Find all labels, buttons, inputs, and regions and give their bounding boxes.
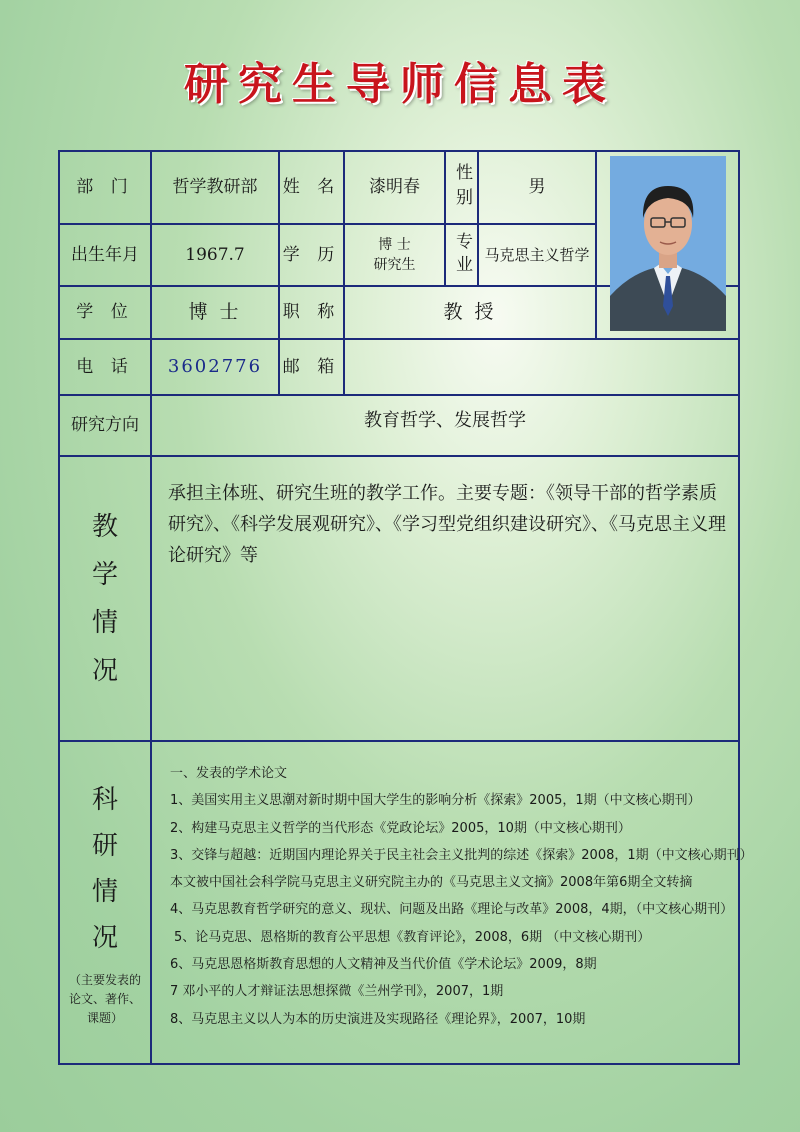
teaching-text: 承担主体班、研究生班的教学工作。主要专题：《领导干部的哲学素质研究》、《科学发展观研究》、《学习型党组织建设研究》、《马克思主义理论研究》等 <box>168 483 726 566</box>
research-label-char: 况 <box>91 923 118 953</box>
publication-item: 6、马克思恩格斯教育思想的人文精神及当代价值《学术论坛》2009，8期 <box>170 957 597 973</box>
major-label: 专业 <box>451 232 472 278</box>
publication-item: 8、马克思主义以人为本的历史演进及实现路径《理论界》，2007，10期 <box>170 1011 586 1027</box>
research-label <box>60 742 150 1063</box>
teaching-label-char: 教 <box>91 511 118 542</box>
publication-item: 5、论马克思、恩格斯的教育公平思想《教育评论》，2008，6期 （中文核心期刊） <box>174 929 651 945</box>
row-divider <box>58 740 740 742</box>
major-value: 马克思主义哲学 <box>484 245 590 264</box>
col-divider <box>595 150 597 338</box>
teaching-label-char: 情 <box>91 607 118 638</box>
publication-item: 3、交锋与超越：近期国内理论界关于民主社会主义批判的综述《探索》2008，1期（中文核心期刊） <box>170 847 753 863</box>
education-label: 学 历 <box>282 244 341 265</box>
department-label: 部 门 <box>76 177 134 198</box>
portrait-photo <box>610 156 726 331</box>
birth-value: 1967.7 <box>185 244 245 265</box>
publication-note: 本文被中国社会科学院马克思主义研究院主办的《马克思主义文摘》2008年第6期全文转摘 <box>170 875 693 891</box>
phone-label: 电 话 <box>76 356 134 377</box>
research-note: （主要发表的论文、著作、课题） <box>68 973 141 1025</box>
publication-item: 2、构建马克思主义哲学的当代形态《党政论坛》2005，10期（中文核心期刊） <box>170 820 631 836</box>
publication-heading: 一、发表的学术论文 <box>170 766 288 781</box>
publication-item: 4、马克思教育哲学研究的意义、现状、问题及出路《理论与改革》2008，4期，（中文核心期刊） <box>170 902 734 918</box>
direction-label: 研究方向 <box>71 415 139 436</box>
email-label: 邮 箱 <box>282 356 341 377</box>
row-divider <box>58 455 740 457</box>
research-label-char: 情 <box>91 877 118 907</box>
title-value: 教 授 <box>443 300 497 323</box>
phone-value: 3602776 <box>167 355 263 377</box>
teaching-label-char: 况 <box>91 655 118 686</box>
degree-value: 博 士 <box>188 300 242 323</box>
publication-item: 1、美国实用主义思潮对新时期中国大学生的影响分析《探索》2005，1期（中文核心期刊） <box>170 793 701 809</box>
education-level: 研究生 <box>373 257 416 273</box>
birth-label: 出生年月 <box>71 244 139 265</box>
teaching-label <box>60 457 150 740</box>
page-title: 研究生导师信息表 <box>184 59 616 110</box>
gender-value: 男 <box>528 177 546 198</box>
teaching-label-char: 学 <box>91 559 118 590</box>
name-label: 姓 名 <box>282 177 341 198</box>
education-degree: 博 士 <box>378 237 411 253</box>
direction-value: 教育哲学、发展哲学 <box>364 409 526 431</box>
degree-label: 学 位 <box>76 302 134 323</box>
publication-list <box>170 760 753 1033</box>
email-value <box>345 340 738 394</box>
name-value: 漆明春 <box>369 177 420 198</box>
portrait-image <box>610 156 726 331</box>
gender-label: 性别 <box>451 162 472 213</box>
department-value: 哲学教研部 <box>172 177 258 198</box>
title-label: 职 称 <box>282 302 341 323</box>
publication-item: 7 邓小平的人才辩证法思想探微《兰州学刊》，2007，1期 <box>170 984 504 1000</box>
research-label-char: 研 <box>91 831 118 861</box>
education-value <box>345 225 444 285</box>
research-label-char: 科 <box>91 785 118 815</box>
